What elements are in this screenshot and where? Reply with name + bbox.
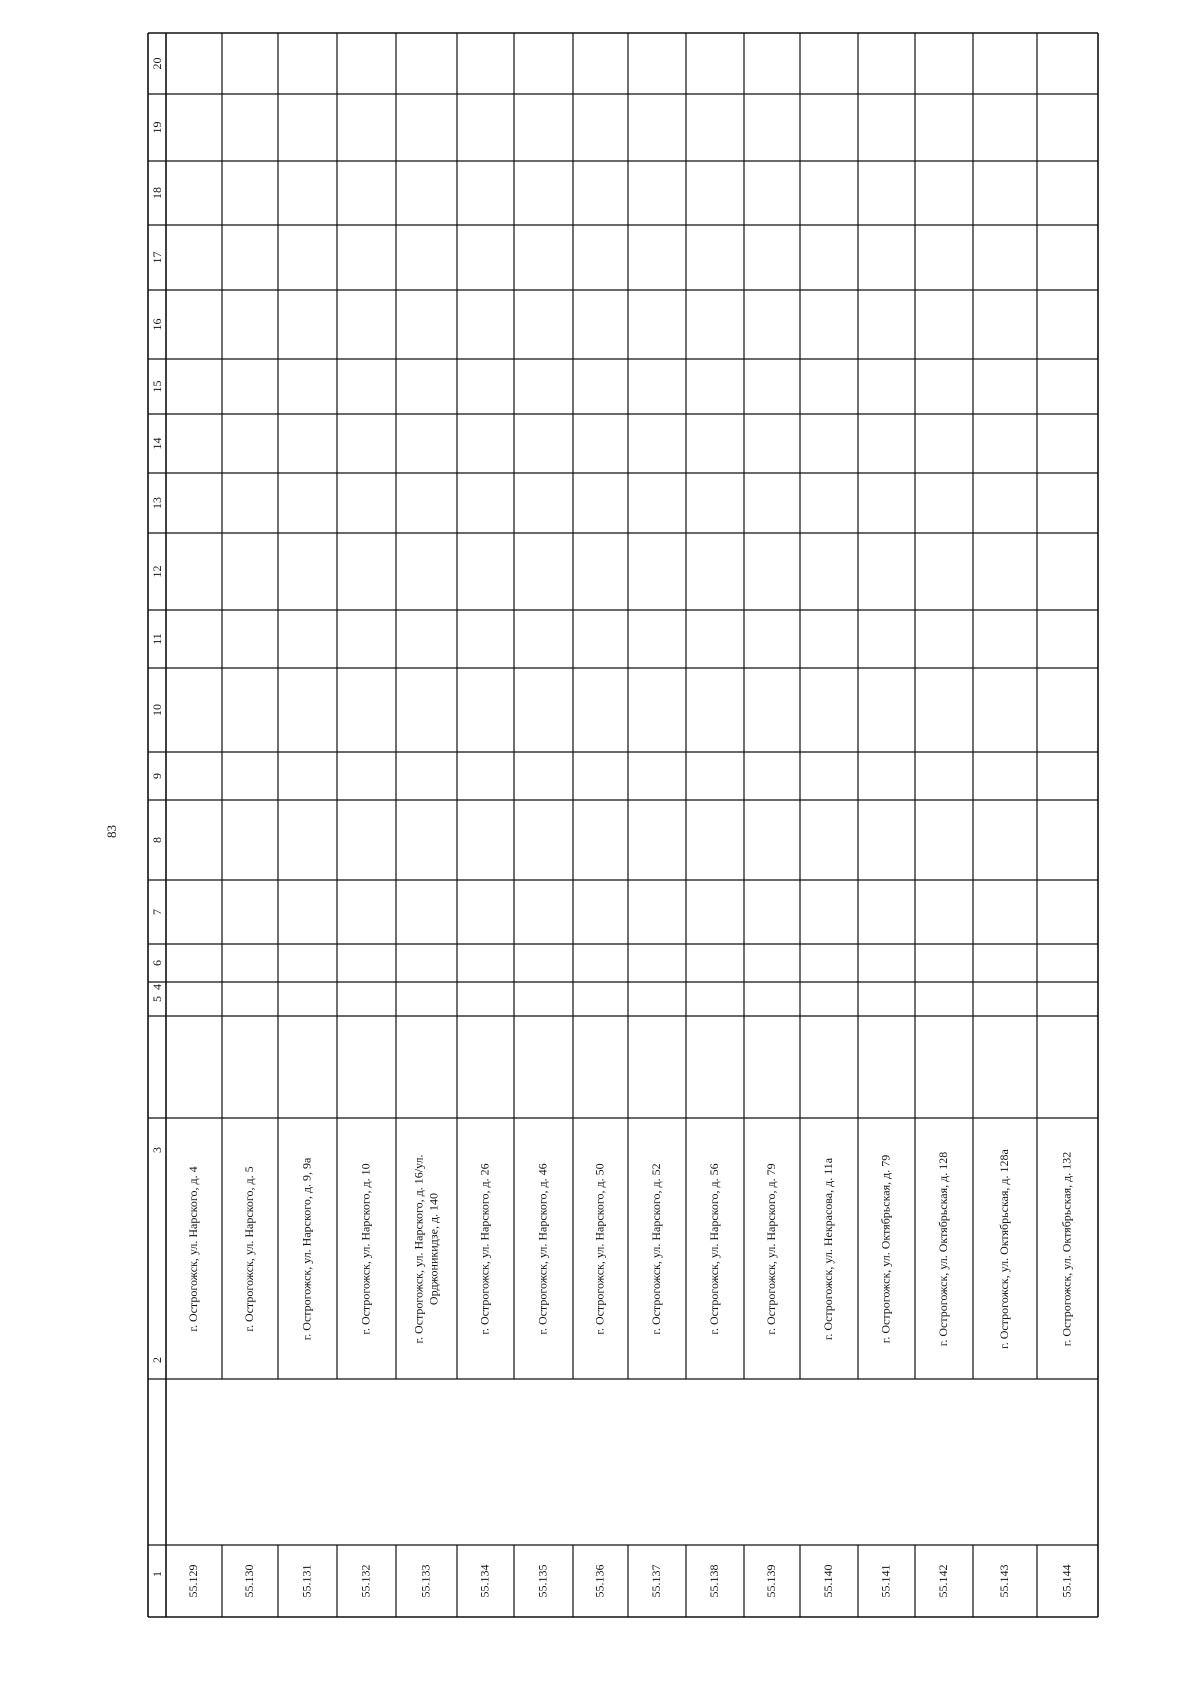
row-number: 55.132	[358, 1564, 373, 1598]
column-number: 17	[149, 251, 164, 264]
row-address: г. Острогожск, ул. Нарского, д. 26	[477, 1163, 492, 1335]
column-number: 7	[149, 909, 164, 915]
column-number: 4	[149, 984, 164, 990]
column-number: 12	[149, 565, 164, 578]
row-number: 55.136	[592, 1564, 607, 1598]
table-grid	[148, 33, 1098, 1617]
column-number: 15	[149, 380, 164, 393]
column-number: 5	[149, 996, 164, 1002]
row-address: г. Острогожск, ул. Нарского, д. 9, 9а	[299, 1157, 314, 1341]
column-number: 10	[149, 704, 164, 716]
row-number: 55.130	[241, 1564, 256, 1598]
column-number: 14	[149, 437, 164, 450]
row-address: г. Острогожск, ул. Октябрьская, д. 132	[1059, 1151, 1074, 1347]
row-number: 55.131	[299, 1564, 314, 1598]
row-address: г. Острогожск, ул. Нарского, д. 4	[185, 1166, 200, 1332]
row-address: г. Острогожск, ул. Некрасова, д. 11а	[820, 1157, 835, 1341]
column-number: 20	[149, 57, 164, 70]
column-number: 9	[149, 773, 164, 779]
row-address: г. Острогожск, ул. Нарского, д. 10	[358, 1163, 373, 1335]
column-number: 6	[149, 960, 164, 966]
page-number: 83	[104, 825, 119, 838]
column-number: 11	[149, 633, 164, 645]
row-number: 55.134	[477, 1564, 492, 1598]
column-number: 19	[149, 121, 164, 134]
column-number: 16	[149, 318, 164, 331]
row-number: 55.140	[820, 1564, 835, 1598]
row-address: г. Острогожск, ул. Нарского, д. 5	[241, 1166, 256, 1332]
row-number: 55.141	[878, 1564, 893, 1598]
row-number: 55.129	[185, 1564, 200, 1598]
row-address: г. Острогожск, ул. Нарского, д. 52	[648, 1163, 663, 1335]
row-number: 55.138	[706, 1564, 721, 1598]
row-address: г. Острогожск, ул. Нарского, д. 16/ул.	[411, 1154, 426, 1344]
column-number: 3	[149, 1147, 164, 1153]
row-address-cont: Орджоникидзе, д. 140	[426, 1192, 441, 1306]
row-number: 55.143	[996, 1564, 1011, 1598]
row-address: г. Острогожск, ул. Нарского, д. 50	[592, 1163, 607, 1335]
row-number: 55.142	[935, 1564, 950, 1598]
row-address: г. Острогожск, ул. Октябрьская, д. 128	[935, 1151, 950, 1347]
column-number: 2	[149, 1357, 164, 1363]
row-address: г. Острогожск, ул. Октябрьская, д. 128а	[996, 1149, 1011, 1349]
row-number: 55.139	[763, 1564, 778, 1598]
row-address: г. Острогожск, ул. Октябрьская, д. 79	[878, 1154, 893, 1344]
row-number: 55.144	[1059, 1564, 1074, 1598]
table-text	[150, 58, 1074, 1598]
row-address: г. Острогожск, ул. Нарского, д. 56	[706, 1163, 721, 1335]
row-address: г. Острогожск, ул. Нарского, д. 46	[535, 1163, 550, 1335]
row-address: г. Острогожск, ул. Нарского, д. 79	[763, 1163, 778, 1335]
column-number: 1	[149, 1571, 164, 1577]
row-number: 55.137	[648, 1564, 663, 1598]
row-number: 55.133	[418, 1564, 433, 1598]
row-number: 55.135	[535, 1564, 550, 1598]
column-number: 18	[149, 187, 164, 199]
column-number: 8	[149, 837, 164, 843]
column-number: 13	[149, 497, 164, 509]
